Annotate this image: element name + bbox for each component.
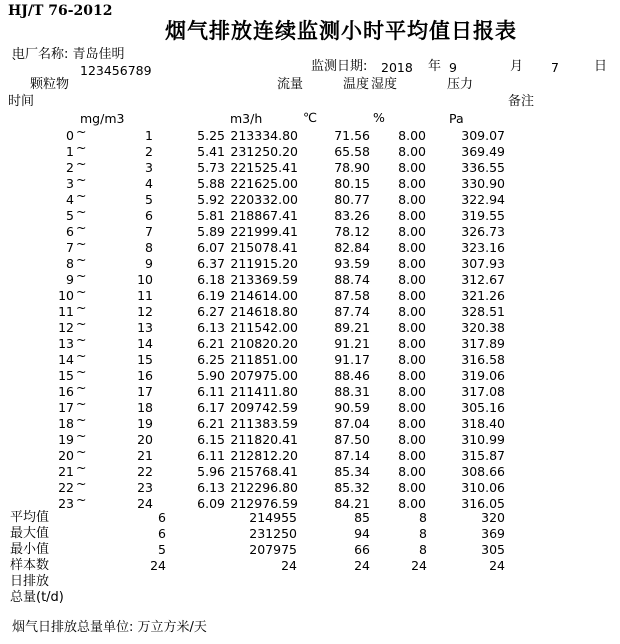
humidity-value: 8.00: [398, 416, 426, 431]
pm-value: 6.13: [197, 320, 225, 335]
pressure-value: 320.38: [461, 320, 505, 335]
tilde-separator: ~: [76, 252, 87, 267]
temperature-value: 87.50: [334, 432, 370, 447]
pressure-value: 336.55: [461, 160, 505, 175]
hour-end: 19: [137, 416, 153, 431]
hour-start: 1: [66, 144, 74, 159]
pressure-value: 312.67: [461, 272, 505, 287]
flow-value: 218867.41: [230, 208, 298, 223]
flow-value: 211542.00: [230, 320, 298, 335]
pm-value: 6.21: [197, 336, 225, 351]
pressure-value: 319.06: [461, 368, 505, 383]
temperature-value: 91.17: [334, 352, 370, 367]
humidity-value: 8.00: [398, 320, 426, 335]
pm-value: 5.88: [197, 176, 225, 191]
flow-value: 221625.00: [230, 176, 298, 191]
pm-value: 5.96: [197, 464, 225, 479]
hour-start: 0: [66, 128, 74, 143]
hour-end: 12: [137, 304, 153, 319]
temperature-value: 89.21: [334, 320, 370, 335]
flow-value: 211411.80: [230, 384, 298, 399]
pm-value: 6.37: [197, 256, 225, 271]
unit-flow: m3/h: [230, 111, 263, 126]
pm-value: 6.17: [197, 400, 225, 415]
summary-pressure: 305: [481, 542, 505, 557]
hour-start: 17: [58, 400, 74, 415]
table-row: [0, 332, 620, 352]
pressure-value: 318.40: [461, 416, 505, 431]
humidity-value: 8.00: [398, 128, 426, 143]
temperature-value: 85.32: [334, 480, 370, 495]
hour-start: 23: [58, 496, 74, 511]
table-row: [0, 156, 620, 176]
tilde-separator: ~: [76, 236, 87, 251]
flow-value: 231250.20: [230, 144, 298, 159]
hour-start: 5: [66, 208, 74, 223]
temperature-value: 93.59: [334, 256, 370, 271]
table-row: [0, 348, 620, 368]
table-row: [0, 364, 620, 384]
pm-value: 5.41: [197, 144, 225, 159]
temperature-value: 80.15: [334, 176, 370, 191]
pm-value: 5.89: [197, 224, 225, 239]
temperature-value: 65.58: [334, 144, 370, 159]
hour-end: 18: [137, 400, 153, 415]
humidity-value: 8.00: [398, 192, 426, 207]
pm-value: 6.18: [197, 272, 225, 287]
hour-start: 3: [66, 176, 74, 191]
hour-end: 8: [145, 240, 153, 255]
hour-end: 20: [137, 432, 153, 447]
summary-pressure: 320: [481, 510, 505, 525]
flow-value: 213334.80: [230, 128, 298, 143]
temperature-value: 87.74: [334, 304, 370, 319]
hour-end: 6: [145, 208, 153, 223]
table-row: [0, 252, 620, 272]
plant-name: 电厂名称: 青岛佳明: [12, 47, 125, 62]
flow-value: 214618.80: [230, 304, 298, 319]
table-row: [0, 172, 620, 192]
flow-value: 210820.20: [230, 336, 298, 351]
tilde-separator: ~: [76, 124, 87, 139]
summary-label: 最大值: [10, 526, 50, 541]
unit-pm: mg/m3: [80, 111, 125, 126]
summary-pm: 5: [158, 542, 166, 557]
pm-value: 5.90: [197, 368, 225, 383]
tilde-separator: ~: [76, 268, 87, 283]
tilde-separator: ~: [76, 476, 87, 491]
tick-mark: `: [11, 57, 18, 73]
temperature-value: 80.77: [334, 192, 370, 207]
flow-value: 220332.00: [230, 192, 298, 207]
pm-value: 5.92: [197, 192, 225, 207]
hour-end: 9: [145, 256, 153, 271]
summary-flow: 207975: [249, 542, 297, 557]
humidity-value: 8.00: [398, 256, 426, 271]
tilde-separator: ~: [76, 332, 87, 347]
pressure-value: 316.05: [461, 496, 505, 511]
tilde-separator: ~: [76, 188, 87, 203]
tilde-separator: ~: [76, 412, 87, 427]
pressure-value: 309.07: [461, 128, 505, 143]
pm-value: 6.13: [197, 480, 225, 495]
temperature-value: 87.04: [334, 416, 370, 431]
pm-value: 5.81: [197, 208, 225, 223]
hour-start: 11: [58, 304, 74, 319]
flow-value: 207975.00: [230, 368, 298, 383]
temperature-value: 88.46: [334, 368, 370, 383]
pm-value: 6.25: [197, 352, 225, 367]
table-row: [0, 220, 620, 240]
hour-start: 12: [58, 320, 74, 335]
summary-pm: 24: [150, 558, 166, 573]
temperature-value: 90.59: [334, 400, 370, 415]
table-row: [0, 412, 620, 432]
table-row: [0, 444, 620, 464]
col-header-humidity: 湿度: [371, 77, 398, 92]
col-header-temperature: 温度: [343, 77, 370, 92]
humidity-value: 8.00: [398, 496, 426, 511]
summary-label: 平均值: [10, 510, 50, 525]
hour-end: 7: [145, 224, 153, 239]
pm-value: 6.21: [197, 416, 225, 431]
unit-temperature: ℃: [303, 110, 318, 125]
flow-value: 211820.41: [230, 432, 298, 447]
table-row: [0, 236, 620, 256]
flow-value: 214614.00: [230, 288, 298, 303]
summary-flow: 214955: [249, 510, 297, 525]
humidity-value: 8.00: [398, 464, 426, 479]
pressure-value: 307.93: [461, 256, 505, 271]
temperature-value: 87.58: [334, 288, 370, 303]
humidity-value: 8.00: [398, 400, 426, 415]
summary-pressure: 369: [481, 526, 505, 541]
summary-humidity: 8: [419, 526, 427, 541]
summary-humidity: 8: [419, 510, 427, 525]
temperature-value: 84.21: [334, 496, 370, 511]
humidity-value: 8.00: [398, 272, 426, 287]
table-row: [0, 460, 620, 480]
hour-end: 13: [137, 320, 153, 335]
hour-end: 14: [137, 336, 153, 351]
pm-value: 6.11: [197, 448, 225, 463]
unit-pressure: Pa: [449, 111, 464, 126]
summary-temperature: 85: [354, 510, 370, 525]
humidity-value: 8.00: [398, 352, 426, 367]
humidity-value: 8.00: [398, 336, 426, 351]
summary-flow: 231250: [249, 526, 297, 541]
flow-value: 211383.59: [230, 416, 298, 431]
pressure-value: 317.89: [461, 336, 505, 351]
temperature-value: 78.12: [334, 224, 370, 239]
footer-note: 烟气日排放总量单位: 万立方米/天: [12, 620, 207, 635]
tilde-separator: ~: [76, 380, 87, 395]
summary-temperature: 66: [354, 542, 370, 557]
summary-row: [0, 526, 620, 542]
hour-end: 4: [145, 176, 153, 191]
tilde-separator: ~: [76, 316, 87, 331]
humidity-value: 8.00: [398, 432, 426, 447]
pressure-value: 317.08: [461, 384, 505, 399]
hour-end: 11: [137, 288, 153, 303]
humidity-value: 8.00: [398, 480, 426, 495]
hour-start: 4: [66, 192, 74, 207]
tilde-separator: ~: [76, 460, 87, 475]
tilde-separator: ~: [76, 300, 87, 315]
tilde-separator: ~: [76, 204, 87, 219]
hour-start: 16: [58, 384, 74, 399]
hour-start: 7: [66, 240, 74, 255]
pressure-value: 321.26: [461, 288, 505, 303]
date-label: 监测日期:: [311, 59, 368, 74]
pm-value: 6.09: [197, 496, 225, 511]
tilde-separator: ~: [76, 396, 87, 411]
total-label: 总量(t/d): [10, 590, 64, 605]
pm-value: 6.27: [197, 304, 225, 319]
hour-end: 1: [145, 128, 153, 143]
col-header-pollutant: 颗粒物: [30, 77, 70, 92]
summary-pressure: 24: [489, 558, 505, 573]
tilde-separator: ~: [76, 284, 87, 299]
pressure-value: 330.90: [461, 176, 505, 191]
table-row: [0, 284, 620, 304]
plant-code: 123456789: [80, 63, 152, 78]
flow-value: 213369.59: [230, 272, 298, 287]
hour-start: 8: [66, 256, 74, 271]
humidity-value: 8.00: [398, 368, 426, 383]
summary-row: [0, 558, 620, 574]
humidity-value: 8.00: [398, 304, 426, 319]
hour-start: 18: [58, 416, 74, 431]
hour-start: 2: [66, 160, 74, 175]
unit-humidity: %: [373, 110, 385, 125]
hour-start: 6: [66, 224, 74, 239]
flow-value: 211915.20: [230, 256, 298, 271]
hour-end: 24: [137, 496, 153, 511]
flow-value: 212296.80: [230, 480, 298, 495]
pressure-value: 316.58: [461, 352, 505, 367]
pressure-value: 326.73: [461, 224, 505, 239]
temperature-value: 85.34: [334, 464, 370, 479]
temperature-value: 91.21: [334, 336, 370, 351]
table-row: [0, 380, 620, 400]
flow-value: 209742.59: [230, 400, 298, 415]
pressure-value: 328.51: [461, 304, 505, 319]
tilde-separator: ~: [76, 156, 87, 171]
tilde-separator: ~: [76, 428, 87, 443]
table-row: [0, 428, 620, 448]
tilde-separator: ~: [76, 364, 87, 379]
pressure-value: 310.99: [461, 432, 505, 447]
summary-temperature: 94: [354, 526, 370, 541]
hour-end: 16: [137, 368, 153, 383]
hour-end: 2: [145, 144, 153, 159]
table-row: [0, 268, 620, 288]
hour-start: 15: [58, 368, 74, 383]
col-header-remark: 备注: [508, 94, 535, 109]
table-row: [0, 316, 620, 336]
humidity-value: 8.00: [398, 208, 426, 223]
hour-end: 15: [137, 352, 153, 367]
year-char: 年: [428, 59, 442, 74]
temperature-value: 88.74: [334, 272, 370, 287]
tilde-separator: ~: [76, 348, 87, 363]
tilde-separator: ~: [76, 172, 87, 187]
table-row: [0, 188, 620, 208]
humidity-value: 8.00: [398, 384, 426, 399]
date-day: 7: [551, 60, 559, 75]
flow-value: 215768.41: [230, 464, 298, 479]
temperature-value: 71.56: [334, 128, 370, 143]
temperature-value: 78.90: [334, 160, 370, 175]
summary-pm: 6: [158, 510, 166, 525]
summary-temperature: 24: [354, 558, 370, 573]
hour-start: 21: [58, 464, 74, 479]
summary-pm: 6: [158, 526, 166, 541]
pm-value: 6.19: [197, 288, 225, 303]
summary-humidity: 24: [411, 558, 427, 573]
pressure-value: 308.66: [461, 464, 505, 479]
pm-value: 6.15: [197, 432, 225, 447]
humidity-value: 8.00: [398, 160, 426, 175]
hour-end: 3: [145, 160, 153, 175]
date-month: 9: [449, 60, 457, 75]
flow-value: 215078.41: [230, 240, 298, 255]
tilde-separator: ~: [76, 492, 87, 507]
pm-value: 5.25: [197, 128, 225, 143]
flow-value: 211851.00: [230, 352, 298, 367]
flow-value: 212976.59: [230, 496, 298, 511]
flow-value: 221525.41: [230, 160, 298, 175]
pressure-value: 323.16: [461, 240, 505, 255]
day-char: 日: [594, 59, 608, 74]
pressure-value: 310.06: [461, 480, 505, 495]
temperature-value: 88.31: [334, 384, 370, 399]
col-header-flow: 流量: [277, 77, 304, 92]
summary-row: [0, 542, 620, 558]
hour-end: 23: [137, 480, 153, 495]
hour-end: 17: [137, 384, 153, 399]
col-header-time: 时间: [8, 94, 35, 109]
pressure-value: 305.16: [461, 400, 505, 415]
humidity-value: 8.00: [398, 176, 426, 191]
page-title: 烟气排放连续监测小时平均值日报表: [165, 19, 517, 43]
pm-value: 6.07: [197, 240, 225, 255]
pm-value: 5.73: [197, 160, 225, 175]
flow-value: 221999.41: [230, 224, 298, 239]
summary-row: [0, 510, 620, 526]
table-row: [0, 300, 620, 320]
standard-number: HJ/T 76-2012: [8, 3, 113, 19]
hour-start: 10: [58, 288, 74, 303]
summary-label: 最小值: [10, 542, 50, 557]
temperature-value: 87.14: [334, 448, 370, 463]
table-row: [0, 124, 620, 144]
hour-start: 13: [58, 336, 74, 351]
tilde-separator: ~: [76, 140, 87, 155]
summary-label: 样本数: [10, 558, 50, 573]
date-year: 2018: [381, 60, 413, 75]
hour-start: 20: [58, 448, 74, 463]
tilde-separator: ~: [76, 220, 87, 235]
tilde-separator: ~: [76, 444, 87, 459]
pressure-value: 369.49: [461, 144, 505, 159]
temperature-value: 83.26: [334, 208, 370, 223]
humidity-value: 8.00: [398, 144, 426, 159]
daily-emission-label: 日排放: [10, 574, 50, 589]
hour-end: 5: [145, 192, 153, 207]
hour-start: 14: [58, 352, 74, 367]
humidity-value: 8.00: [398, 240, 426, 255]
pm-value: 6.11: [197, 384, 225, 399]
summary-humidity: 8: [419, 542, 427, 557]
hour-end: 22: [137, 464, 153, 479]
humidity-value: 8.00: [398, 448, 426, 463]
hour-end: 21: [137, 448, 153, 463]
hour-start: 22: [58, 480, 74, 495]
hour-start: 9: [66, 272, 74, 287]
table-row: [0, 140, 620, 160]
humidity-value: 8.00: [398, 288, 426, 303]
humidity-value: 8.00: [398, 224, 426, 239]
pressure-value: 315.87: [461, 448, 505, 463]
month-char: 月: [510, 59, 524, 74]
hour-end: 10: [137, 272, 153, 287]
summary-flow: 24: [281, 558, 297, 573]
table-row: [0, 204, 620, 224]
temperature-value: 82.84: [334, 240, 370, 255]
table-row: [0, 476, 620, 496]
col-header-pressure: 压力: [447, 77, 474, 92]
pressure-value: 322.94: [461, 192, 505, 207]
table-row: [0, 396, 620, 416]
pressure-value: 319.55: [461, 208, 505, 223]
hour-start: 19: [58, 432, 74, 447]
flow-value: 212812.20: [230, 448, 298, 463]
